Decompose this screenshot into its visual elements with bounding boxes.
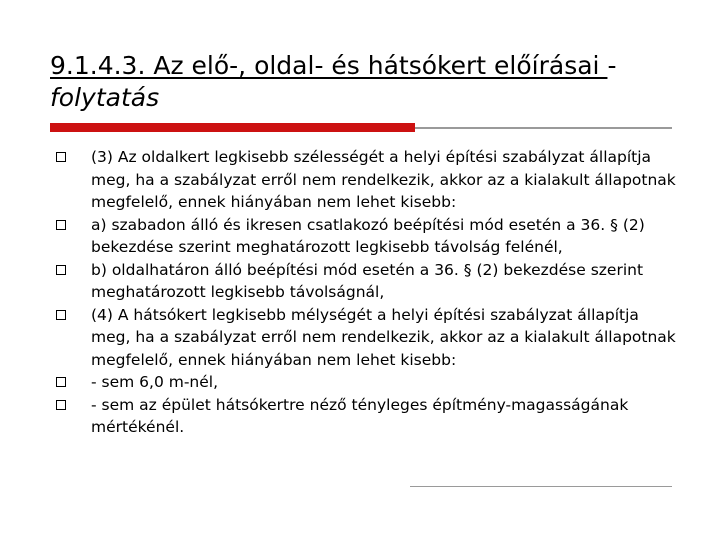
list-item bbox=[56, 394, 676, 439]
hollow-square-bullet-icon bbox=[56, 152, 66, 162]
list-item bbox=[56, 146, 676, 214]
list-item bbox=[56, 214, 676, 259]
list-item-text: - sem az épület hátsókertre néző tényleges építmény-magasságának mértékénél. bbox=[91, 395, 629, 436]
bullet-list bbox=[56, 146, 676, 439]
slide-title-subtitle: folytatás bbox=[50, 83, 160, 112]
hollow-square-bullet-icon bbox=[56, 310, 66, 320]
list-item-text: (3) Az oldalkert legkisebb szélességét a helyi építési szabályzat állapítja meg, ha a szabályzat erről nem rendelkezik, akkor az a kialakult állapotnak megfelelő, ennek hiányában nem lehet kisebb: bbox=[91, 148, 676, 211]
title-accent-bar bbox=[50, 123, 415, 132]
hollow-square-bullet-icon bbox=[56, 400, 66, 410]
bottom-rule bbox=[410, 486, 672, 487]
list-item bbox=[56, 371, 676, 394]
list-item-text: a) szabadon álló és ikresen csatlakozó beépítési mód esetén a 36. § (2) bekezdése szerint meghatározott legkisebb távolság felénél, bbox=[91, 215, 645, 256]
list-item bbox=[56, 259, 676, 304]
list-item-text: - sem 6,0 m-nél, bbox=[91, 373, 219, 391]
slide-title bbox=[50, 50, 670, 114]
slide-title-separator: - bbox=[607, 51, 617, 80]
hollow-square-bullet-icon bbox=[56, 220, 66, 230]
slide-title-main: 9.1.4.3. Az elő-, oldal- és hátsókert előírásai bbox=[50, 51, 608, 80]
hollow-square-bullet-icon bbox=[56, 377, 66, 387]
list-item-text: (4) A hátsókert legkisebb mélységét a helyi építési szabályzat állapítja meg, ha a szabályzat erről nem rendelkezik, akkor az a kialakult állapotnak megfelelő, ennek hiányában nem lehet kisebb: bbox=[91, 305, 676, 369]
hollow-square-bullet-icon bbox=[56, 265, 66, 275]
list-item bbox=[56, 304, 676, 372]
list-item-text: b) oldalhatáron álló beépítési mód esetén a 36. § (2) bekezdése szerint meghatározott legkisebb távolságnál, bbox=[91, 260, 644, 301]
